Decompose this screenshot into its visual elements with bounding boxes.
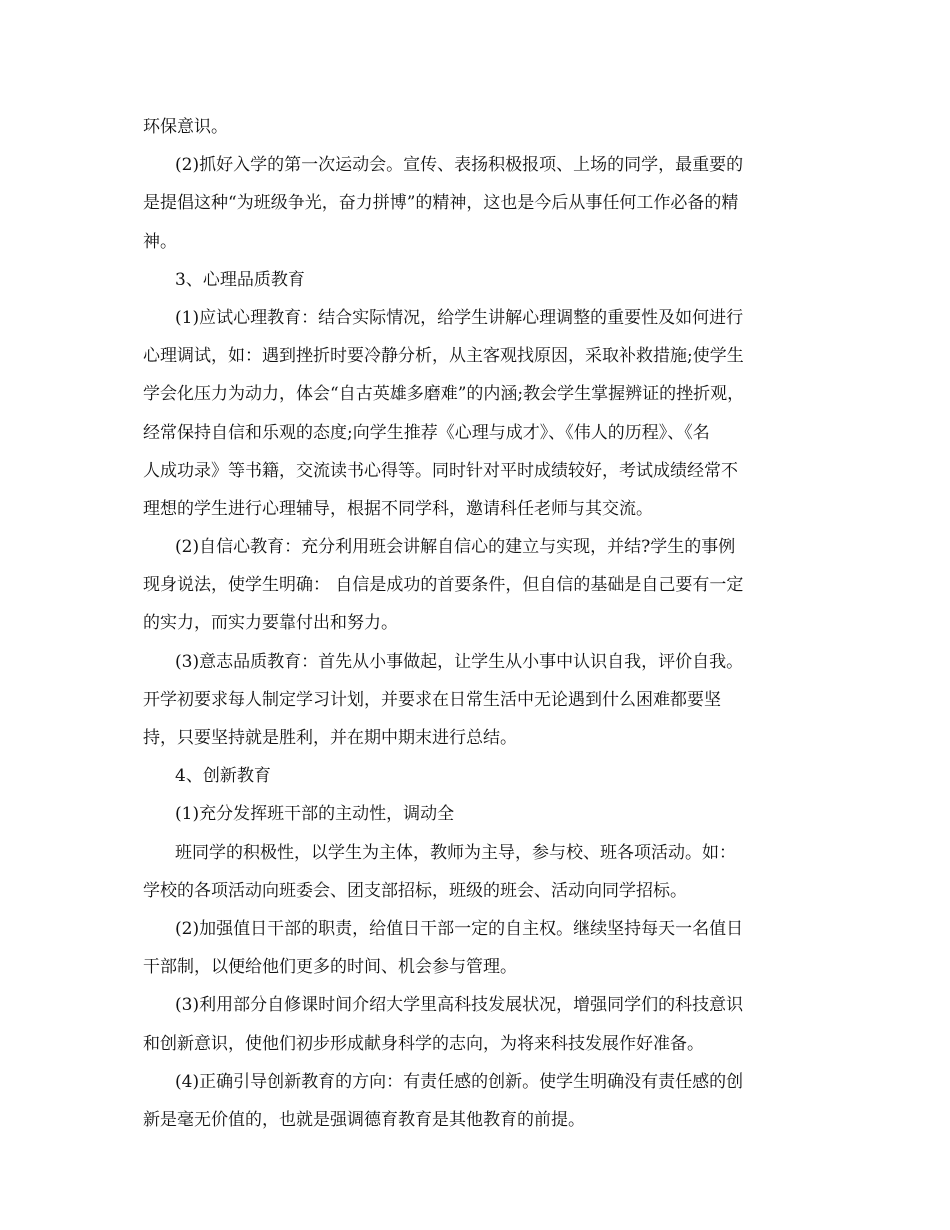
text-line: 干部制，以便给他们更多的时间、机会参与管理。 <box>143 957 517 978</box>
text-line: 理想的学生进行心理辅导，根据不同学科，邀请科任老师与其交流。 <box>143 498 653 519</box>
text-line: (1)充分发挥班干部的主动性，调动全 <box>175 804 455 825</box>
text-line: 和创新意识，使他们初步形成献身科学的志向，为将来科技发展作好准备。 <box>143 1033 704 1054</box>
text-line: 学会化压力为动力，体会“自古英雄多磨难”的内涵;教会学生掌握辨证的挫折观， <box>143 384 745 405</box>
text-line: 神。 <box>143 231 177 252</box>
text-line: 3、心理品质教育 <box>175 269 305 290</box>
text-line: 人成功录》等书籍，交流读书心得等。同时针对平时成绩较好，考试成绩经常不 <box>143 460 738 481</box>
text-line: (3)利用部分自修课时间介绍大学里高科技发展状况，增强同学们的科技意识 <box>175 995 744 1016</box>
text-line: 开学初要求每人制定学习计划，并要求在日常生活中无论遇到什么困难都要坚 <box>143 689 721 710</box>
text-line: 的实力，而实力要靠付出和努力。 <box>143 613 398 634</box>
text-line: (2)加强值日干部的职责，给值日干部一定的自主权。继续坚持每天一名值日 <box>175 918 744 939</box>
text-line: (2)自信心教育：充分利用班会讲解自信心的建立与实现，并结?学生的事例 <box>175 537 736 558</box>
text-line: 学校的各项活动向班委会、团支部招标，班级的班会、活动向同学招标。 <box>143 880 687 901</box>
text-line: 现身说法，使学生明确： 自信是成功的首要条件，但自信的基础是自己要有一定 <box>143 575 744 596</box>
text-line: 经常保持自信和乐观的态度;向学生推荐《心理与成才》、《伟人的历程》、《名 <box>143 422 710 443</box>
text-line: 4、创新教育 <box>175 766 271 787</box>
text-line: (2)抓好入学的第一次运动会。宣传、表扬积极报项、上场的同学，最重要的 <box>175 155 744 176</box>
text-line: 是提倡这种“为班级争光，奋力拼博”的精神，这也是今后从事任何工作必备的精 <box>143 193 739 214</box>
text-line: (1)应试心理教育：结合实际情况，给学生讲解心理调整的重要性及如何进行 <box>175 307 744 328</box>
text-line: (4)正确引导创新教育的方向：有责任感的创新。使学生明确没有责任感的创 <box>175 1071 744 1092</box>
text-line: 心理调试，如：遇到挫折时要冷静分析，从主客观找原因，采取补救措施;使学生 <box>143 346 744 367</box>
document-body <box>143 108 808 1139</box>
text-line: 班同学的积极性，以学生为主体，教师为主导，参与校、班各项活动。如： <box>175 842 736 863</box>
text-line: (3)意志品质教育：首先从小事做起，让学生从小事中认识自我，评价自我。 <box>175 651 744 672</box>
text-line: 环保意识。 <box>143 117 228 137</box>
text-line: 新是毫无价值的，也就是强调德育教育是其他教育的前提。 <box>143 1109 585 1130</box>
text-line: 持，只要坚持就是胜利，并在期中期末进行总结。 <box>143 728 517 748</box>
